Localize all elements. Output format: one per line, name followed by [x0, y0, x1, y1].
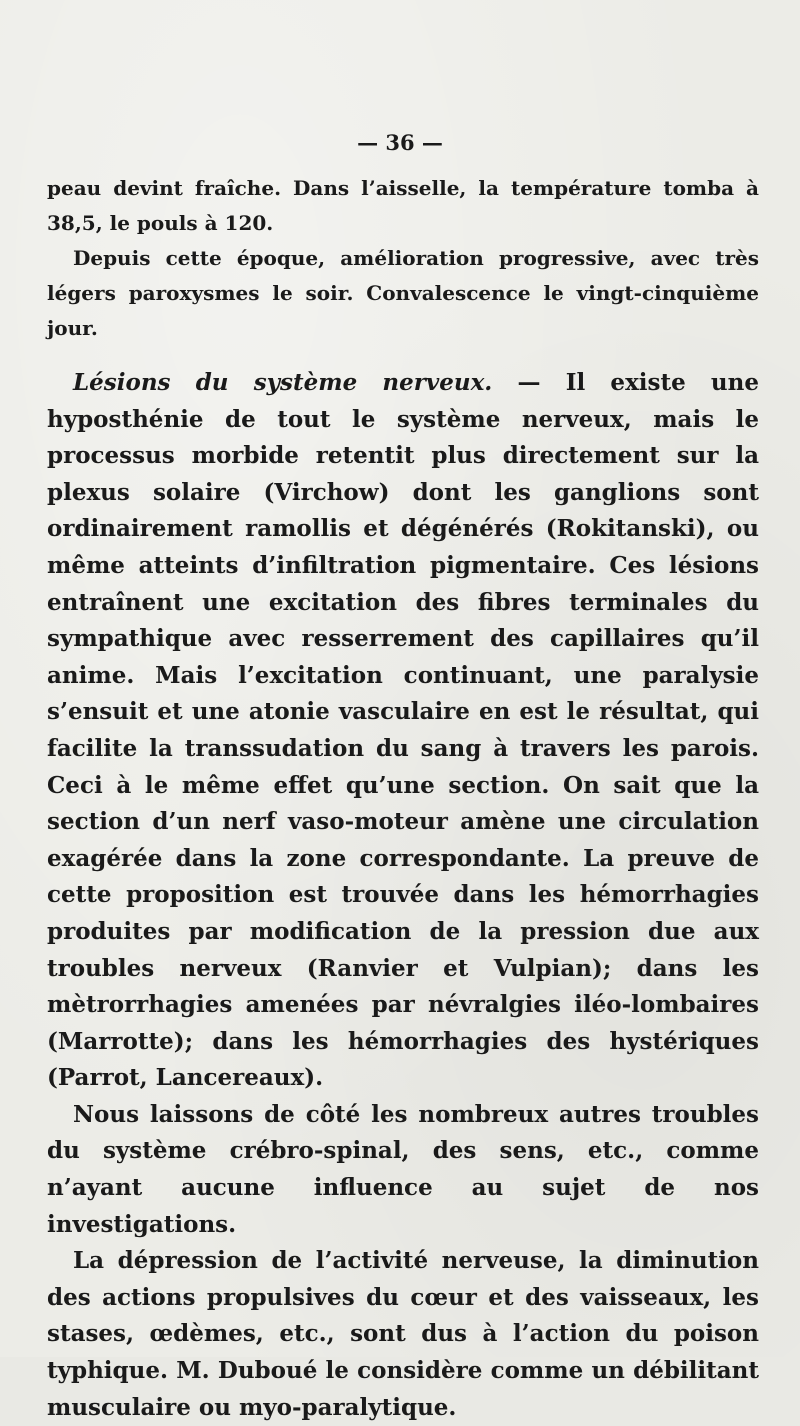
paragraph-nervous-depression: La dépression de l’activité nerveuse, la diminution des actions propulsives du cœur et des vaisseaux, les stases, œdèmes, etc., sont dus à l’action du poison typhique. M. Duboué le considère comme un débilitant musculaire ou myo-paralytique.: [47, 1247, 759, 1421]
page-number: — 36 —: [357, 130, 443, 155]
paragraph-case-continuation: peau devint fraîche. Dans l’aisselle, la température tomba à 38,5, le pouls à 120.: [47, 176, 759, 235]
opening-paragraphs: [47, 171, 759, 346]
heading-dash: —: [492, 369, 566, 396]
section-heading: Lésions du système nerveux.: [73, 369, 493, 396]
paragraph-other-troubles: Nous laissons de côté les nombreux autres troubles du système crébro-spinal, des sens, etc., comme n’ayant aucune influence au sujet de nos investigations.: [47, 1100, 759, 1238]
nervous-system-section: [47, 365, 759, 1426]
paragraph-convalescence: Depuis cette époque, amélioration progressive, avec très légers paroxysmes le soir. Convalescence le vingt-cinquième jour.: [47, 246, 759, 340]
paragraph-nervous-lesions: [47, 365, 759, 1097]
section-body: Il existe une hyposthénie de tout le système nerveux, mais le processus morbide retentit plus directement sur la plexus solaire (Virchow) dont les ganglions sont ordinairement ramollis et dégénérés (Rokitanski), ou même atteints d’infiltration pigmentaire. Ces lésions entraînent une excitation des fibres terminales du sympathique avec resserrement des capillaires qu’il anime. Mais l’excitation continuant, une paralysie s’ensuit et une atonie vasculaire en est le résultat, qui facilite la transsudation du sang à travers les parois. Ceci à le même effet qu’une section. On sait que la section d’un nerf vaso-moteur amène une circulation exagérée dans la zone correspondante. La preuve de cette proposition est trouvée dans les hémorrhagies produites par modification de la pression due aux troubles nerveux (Ranvier et Vulpian); dans les mètrorrhagies amenées par névralgies iléo-lombaires (Marrotte); dans les hémorrhagies des hystériques (Parrot, Lancereaux).: [47, 369, 760, 1092]
